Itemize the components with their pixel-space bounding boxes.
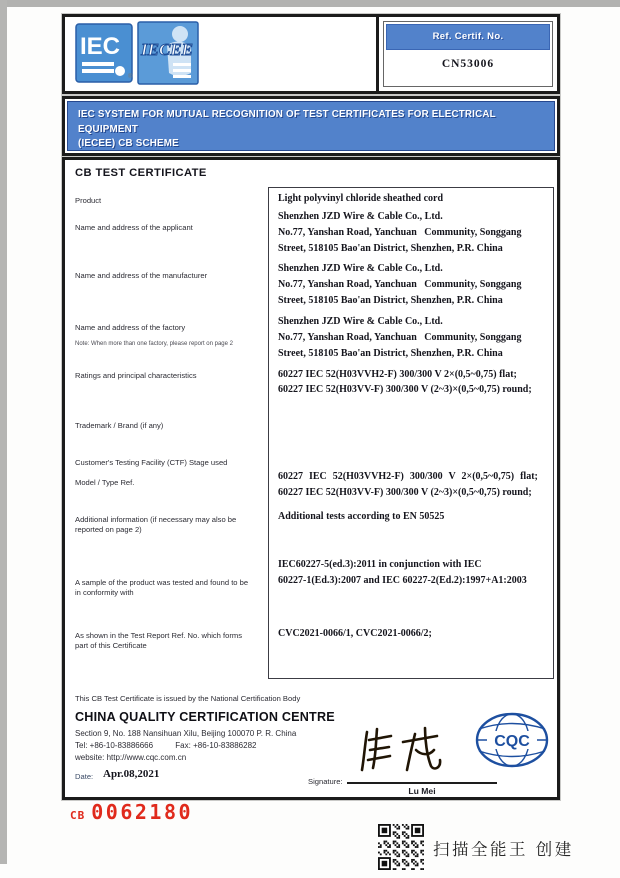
- field-label-test-report: As shown in the Test Report Ref. No. which forms part of this Certificate: [75, 631, 242, 651]
- svg-text:IEC: IEC: [80, 33, 121, 60]
- field-values-panel: [268, 187, 554, 679]
- fax-value: Fax: +86-10-83886282: [175, 741, 257, 750]
- value-factory-line: No.77, Yanshan Road, Yanchuan Community, Songgang: [278, 332, 522, 343]
- issuer-note: This CB Test Certificate is issued by the National Certification Body: [75, 694, 301, 703]
- value-test-report: CVC2021-0066/1, CVC2021-0066/2;: [278, 628, 432, 639]
- value-factory-line: Shenzhen JZD Wire & Cable Co., Ltd.: [278, 316, 443, 327]
- issuing-body-telfax: [75, 741, 276, 750]
- scan-app-watermark: 扫描全能王 创建: [433, 840, 574, 859]
- svg-text:IECEE: IECEE: [141, 40, 193, 59]
- field-note-factory: Note: When more than one factory, please report on page 2: [75, 341, 233, 347]
- field-label-manufacturer: Name and address of the manufacturer: [75, 271, 208, 280]
- value-applicant-line: Street, 518105 Bao'an District, Shenzhen, P.R. China: [278, 243, 503, 254]
- issuing-body-address: Section 9, No. 188 Nansihuan Xilu, Beijing 100070 P. R. China: [75, 729, 297, 738]
- value-manufacturer-line: No.77, Yanshan Road, Yanchuan Community, Songgang: [278, 279, 522, 290]
- value-conformity-line: IEC60227-5(ed.3):2011 in conjunction with IEC: [278, 559, 482, 570]
- cqc-globe-icon: [473, 710, 551, 770]
- signature-label: Signature:: [308, 777, 343, 786]
- value-model-line: 60227 IEC 52(H03VVH2-F) 300/300 V 2×(0,5~0,75) flat;: [278, 471, 538, 482]
- certificate-body: [62, 157, 560, 800]
- value-product: Light polyvinyl chloride sheathed cord: [278, 193, 444, 204]
- field-label-ctf: Customer's Testing Facility (CTF) Stage used: [75, 458, 228, 467]
- qr-code-icon: [378, 824, 424, 870]
- value-factory-line: Street, 518105 Bao'an District, Shenzhen, P.R. China: [278, 348, 503, 359]
- value-model-line: 60227 IEC 52(H03VV-F) 300/300 V (2~3)×(0,5~0,75) round;: [278, 487, 532, 498]
- value-manufacturer-line: Shenzhen JZD Wire & Cable Co., Ltd.: [278, 263, 443, 274]
- scan-edge: [0, 0, 7, 864]
- certificate-title: CB TEST CERTIFICATE: [75, 167, 207, 179]
- ref-certif-number: CN53006: [441, 58, 495, 70]
- scheme-banner-box: [62, 96, 560, 156]
- scan-edge: [0, 0, 620, 7]
- svg-text:CQC: CQC: [494, 733, 530, 750]
- field-label-ratings: Ratings and principal characteristics: [75, 371, 197, 380]
- handwritten-signature: [353, 722, 468, 777]
- value-conformity-line: 60227-1(Ed.3):2007 and IEC 60227-2(Ed.2):1997+A1:2003: [278, 575, 527, 586]
- tel-value: Tel: +86-10-83886666: [75, 741, 154, 750]
- ref-certif-inner-frame: [383, 21, 553, 87]
- value-applicant-line: Shenzhen JZD Wire & Cable Co., Ltd.: [278, 211, 443, 222]
- value-applicant-line: No.77, Yanshan Road, Yanchuan Community, Songgang: [278, 227, 522, 238]
- registered-mark: ®: [128, 74, 133, 80]
- issuing-body-name: CHINA QUALITY CERTIFICATION CENTRE: [75, 710, 335, 724]
- value-additional-info: Additional tests according to EN 50525: [278, 511, 445, 522]
- field-label-additional-info: Additional information (if necessary may also be reported on page 2): [75, 515, 237, 535]
- field-label-factory: Name and address of the factory: [75, 323, 186, 332]
- cb-certificate-number: [70, 800, 193, 824]
- field-label-trademark: Trademark / Brand (if any): [75, 421, 164, 430]
- cb-prefix: CB: [70, 809, 86, 822]
- value-manufacturer-line: Street, 518105 Bao'an District, Shenzhen, P.R. China: [278, 295, 503, 306]
- cb-digits: 0062180: [91, 800, 194, 824]
- field-label-applicant: Name and address of the applicant: [75, 223, 193, 232]
- scheme-banner-line2: (IECEE) CB SCHEME: [78, 138, 179, 150]
- scheme-banner: [67, 101, 555, 151]
- field-label-model: Model / Type Ref.: [75, 478, 135, 487]
- ref-certif-cell: [376, 17, 557, 91]
- iecee-logo-icon: [137, 21, 199, 85]
- issuing-body-website: website: http://www.cqc.com.cn: [75, 753, 187, 762]
- field-label-conformity: A sample of the product was tested and found to be in conformity with: [75, 578, 249, 598]
- scheme-banner-line1: IEC SYSTEM FOR MUTUAL RECOGNITION OF TEST CERTIFICATES FOR ELECTRICAL EQUIPMENT: [78, 109, 496, 135]
- date-label: Date:: [75, 772, 94, 781]
- signatory-name: Lu Mei: [347, 782, 497, 796]
- iec-logo-icon: [75, 23, 133, 83]
- header-box: [62, 14, 560, 94]
- date-value: Apr.08,2021: [103, 768, 160, 780]
- field-label-product: Product: [75, 196, 102, 205]
- value-ratings-line: 60227 IEC 52(H03VVH2-F) 300/300 V 2×(0,5~0,75) flat;: [278, 369, 517, 380]
- ref-certif-label: Ref. Certif. No.: [386, 24, 550, 50]
- value-ratings-line: 60227 IEC 52(H03VV-F) 300/300 V (2~3)×(0,5~0,75) round;: [278, 384, 532, 395]
